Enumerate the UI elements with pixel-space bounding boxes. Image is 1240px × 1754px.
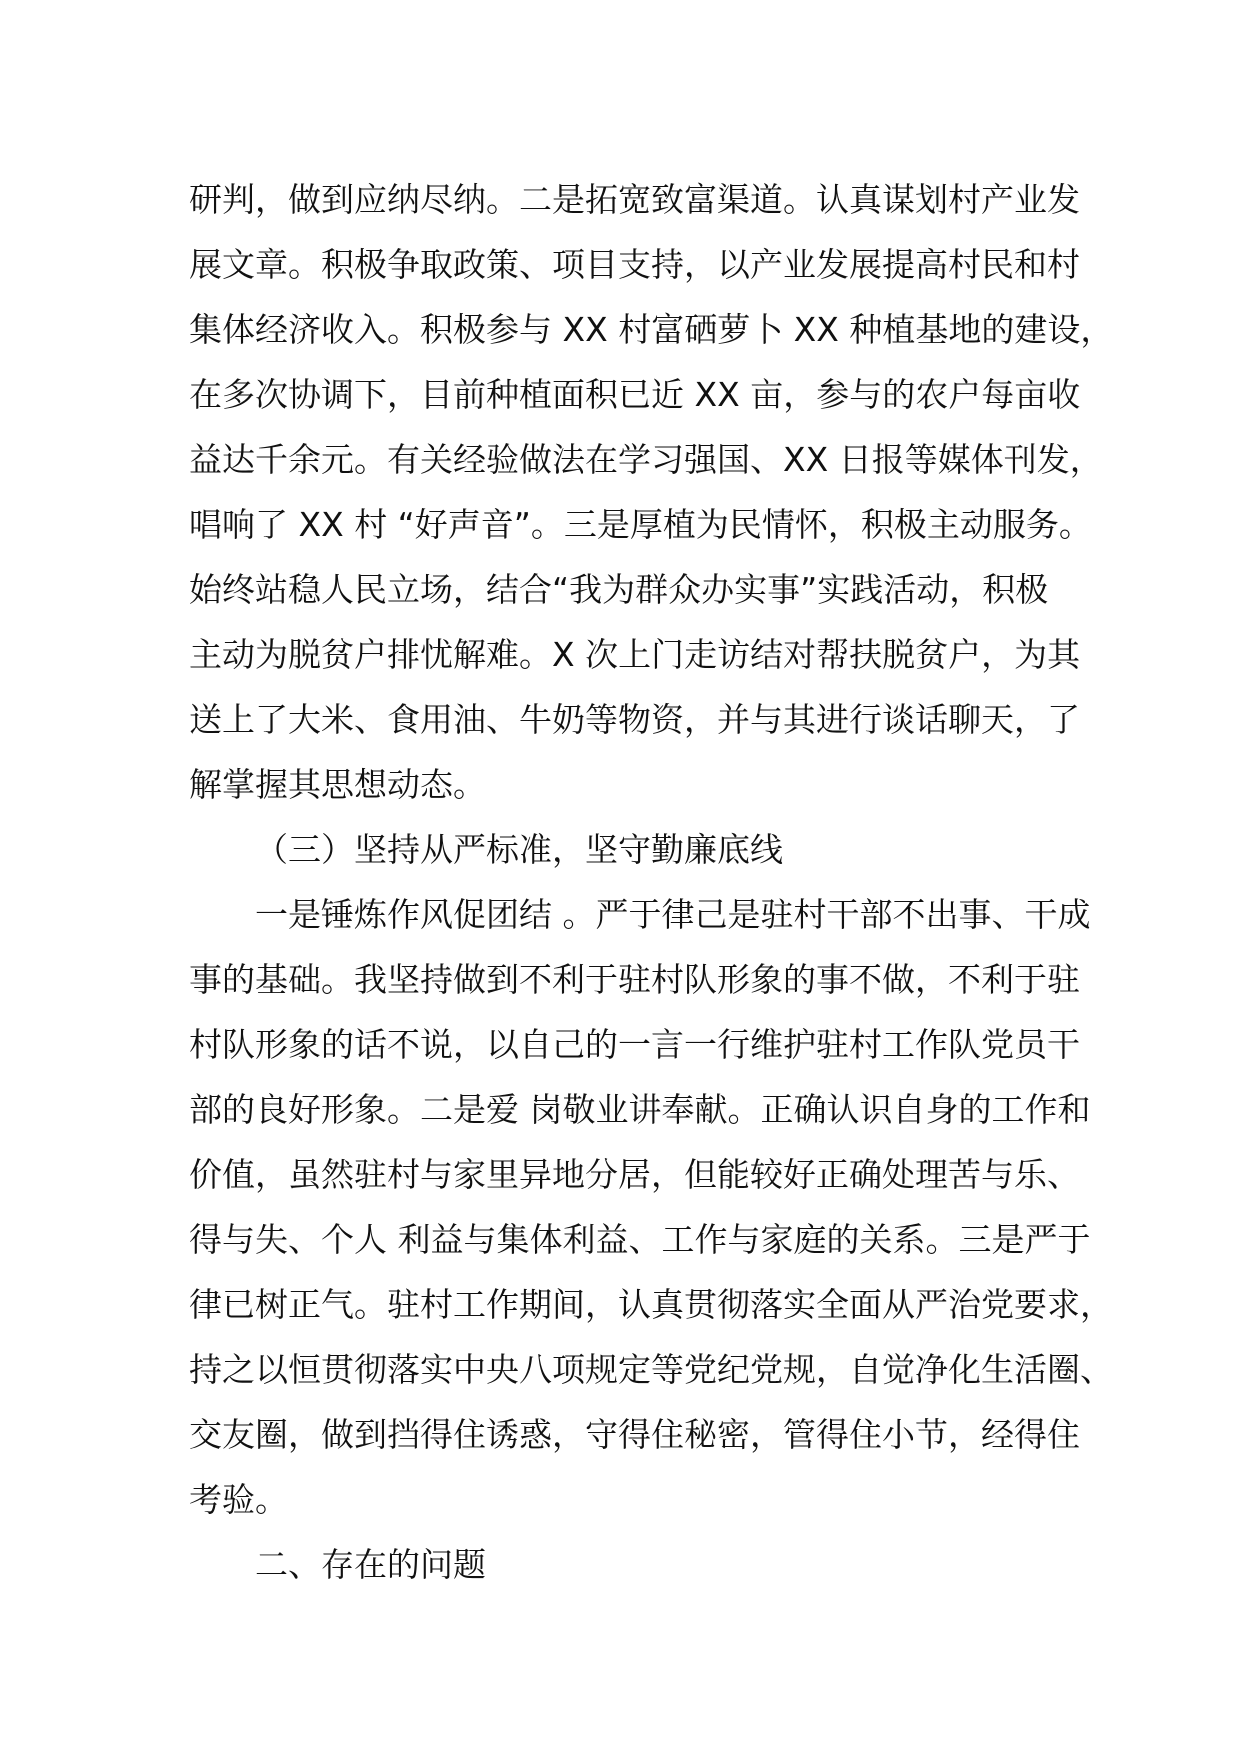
paragraph-line: 交友圈，做到挡得住诱惑，守得住秘密，管得住小节，经得住 — [189, 1415, 1080, 1454]
document-body — [189, 167, 1114, 1597]
section-heading: （三）坚持从严标准，坚守勤廉底线 — [255, 830, 783, 869]
paragraph-line: 价值，虽然驻村与家里异地分居，但能较好正确处理苦与乐、 — [189, 1155, 1080, 1194]
paragraph-line: 主动为脱贫户排忧解难。X 次上门走访结对帮扶脱贫户，为其 — [189, 635, 1081, 674]
paragraph-line: 益达千余元。有关经验做法在学习强国、XX 日报等媒体刊发， — [189, 440, 1103, 479]
paragraph-line: 展文章。积极争取政策、项目支持，以产业发展提高村民和村 — [189, 245, 1080, 284]
paragraph-line: 考验。 — [189, 1480, 288, 1519]
section-heading: 二、存在的问题 — [255, 1545, 486, 1584]
paragraph-line: 始终站稳人民立场，结合“我为群众办实事”实践活动，积极 — [189, 570, 1049, 609]
paragraph-line: 集体经济收入。积极参与 XX 村富硒萝卜 XX 种植基地的建设， — [189, 310, 1114, 349]
paragraph-line: 持之以恒贯彻落实中央八项规定等党纪党规，自觉净化生活圈、 — [189, 1350, 1113, 1389]
paragraph-line: 律已树正气。驻村工作期间，认真贯彻落实全面从严治党要求， — [189, 1285, 1113, 1324]
paragraph-line: 部的良好形象。二是爱 岗敬业讲奉献。正确认识自身的工作和 — [189, 1090, 1091, 1129]
paragraph-line: 在多次协调下，目前种植面积已近 XX 亩，参与的农户每亩收 — [189, 375, 1081, 414]
paragraph-line: 研判，做到应纳尽纳。二是拓宽致富渠道。认真谋划村产业发 — [189, 180, 1080, 219]
paragraph-line: 村队形象的话不说，以自己的一言一行维护驻村工作队党员干 — [189, 1025, 1080, 1064]
paragraph-line: 得与失、个人 利益与集体利益、工作与家庭的关系。三是严于 — [189, 1220, 1091, 1259]
paragraph-line: 唱响了 XX 村 “好声音”。三是厚植为民情怀，积极主动服务。 — [189, 505, 1092, 544]
paragraph-line: 送上了大米、食用油、牛奶等物资，并与其进行谈话聊天，了 — [189, 700, 1080, 739]
paragraph-line: 解掌握其思想动态。 — [189, 765, 486, 804]
paragraph-line: 事的基础。我坚持做到不利于驻村队形象的事不做，不利于驻 — [189, 960, 1080, 999]
paragraph-line: 一是锤炼作风促团结 。严于律己是驻村干部不出事、干成 — [255, 895, 1091, 934]
